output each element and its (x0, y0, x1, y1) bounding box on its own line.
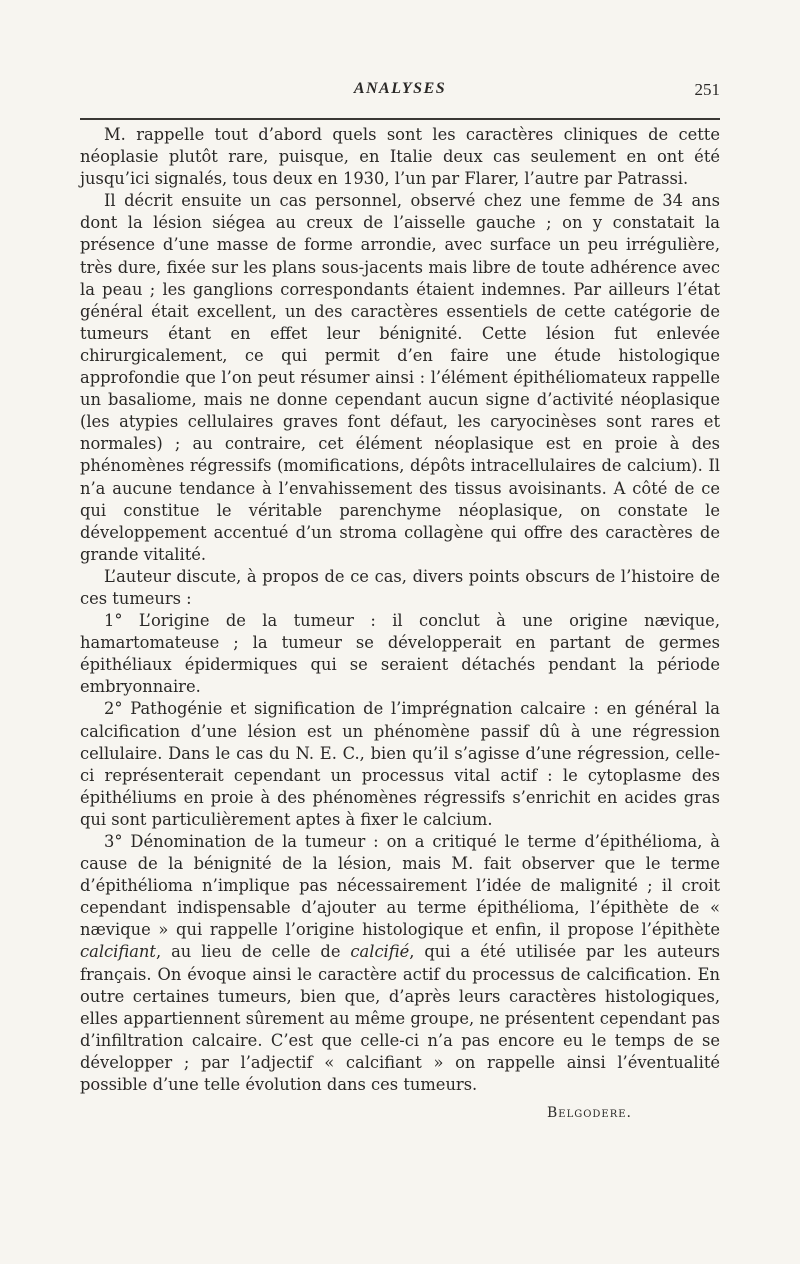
paragraph-pathogeny: 2° Pathogénie et signification de l’imprégnation calcaire : en général la calcification d’une lésion est un phénomène passif dû à une régression cellulaire. Dans le cas du N. E. C., bien qu’il s’agisse d’une régression, celle-ci représenterait cependant un processus vital actif : le cytoplasme des épithéliums en proie à des phénomènes régressifs s’enrichit en acides gras qui sont particulièrement aptes à fixer le calcium. (80, 699, 720, 829)
paragraph-discussion-intro: L’auteur discute, à propos de ce cas, divers points obscurs de l’histoire de ces tumeurs : (80, 566, 720, 608)
running-title: ANALYSES (353, 80, 447, 97)
paragraph-origin: 1° L’origine de la tumeur : il conclut à une origine nævique, hamartomateuse ; la tumeur se développerait en partant de germes épithéliaux épidermiques qui se seraient détachés pendant la période embryonnaire. (80, 611, 720, 697)
denomination-text-3: , qui a été utilisée par les auteurs français. On évoque ainsi le caractère actif du processus de calcification. En outre certaines tumeurs, bien que, d’après leurs caractères histologiques, elles appartiennent sûrement au même groupe, ne présentent cependant pas d’infiltration calcaire. C’est que celle-ci n’a pas encore eu le temps de se développer ; par l’adjectif « calcifiant » on rappelle ainsi l’éventualité possible d’une telle évolution dans ces tumeurs. (80, 942, 721, 1095)
term-calcifiant: calcifiant (80, 942, 156, 962)
denomination-text-1: 3° Dénomination de la tumeur : on a critiqué le terme d’épithélioma, à cause de la bénignité de la lésion, mais M. fait observer que le terme d’épithélioma n’implique pas nécessairement l’idée de malignité ; il croit cependant indispensable d’ajouter au terme épithélioma, l’épithète de « nævique » qui rappelle l’origine histologique et enfin, il propose l’épithète (80, 832, 720, 940)
paragraph-clinical-characteristics: M. rappelle tout d’abord quels sont les caractères cliniques de cette néoplasie plutôt rare, puisque, en Italie deux cas seulement en ont été jusqu’ici signalés, tous deux en 1930, l’un par Flarer, l’autre par Patrassi. (80, 125, 720, 189)
article-body (80, 124, 720, 1096)
page-number: 251 (694, 80, 720, 99)
paragraph-case-description: Il décrit ensuite un cas personnel, observé chez une femme de 34 ans dont la lésion siégea au creux de l’aisselle gauche ; on y constatait la présence d’une masse de forme arrondie, avec surface un peu irrégulière, très dure, fixée sur les plans sous-jacents mais libre de toute adhérence avec la peau ; les ganglions correspondants étaient indemnes. Par ailleurs l’état général était excellent, un des caractères essentiels de cette catégorie de tumeurs étant en effet leur bénignité. Cette lésion fut enlevée chirurgicalement, ce qui permit d’en faire une étude histologique approfondie que l’on peut résumer ainsi : l’élément épithéliomateux rappelle un basaliome, mais ne donne cependant aucun signe d’activité néoplasique (les atypies cellulaires graves font défaut, les caryocinèses sont rares et normales) ; au contraire, cet élément néoplasique est en proie à des phénomènes régressifs (momifications, dépôts intracellulaires de calcium). Il n’a aucune tendance à l’envahissement des tissus avoisinants. A côté de ce qui constitue le véritable parenchyme néoplasique, on constate le développement accentué d’un stroma collagène qui offre des caractères de grande vitalité. (80, 191, 720, 564)
header-rule (80, 118, 720, 120)
running-head (80, 80, 720, 104)
term-calcifie: calcifié (350, 942, 410, 962)
denomination-text-2: , au lieu de celle de (155, 942, 351, 962)
paragraph-denomination (80, 831, 720, 1096)
author-signature: Belgodere. (546, 1105, 632, 1121)
